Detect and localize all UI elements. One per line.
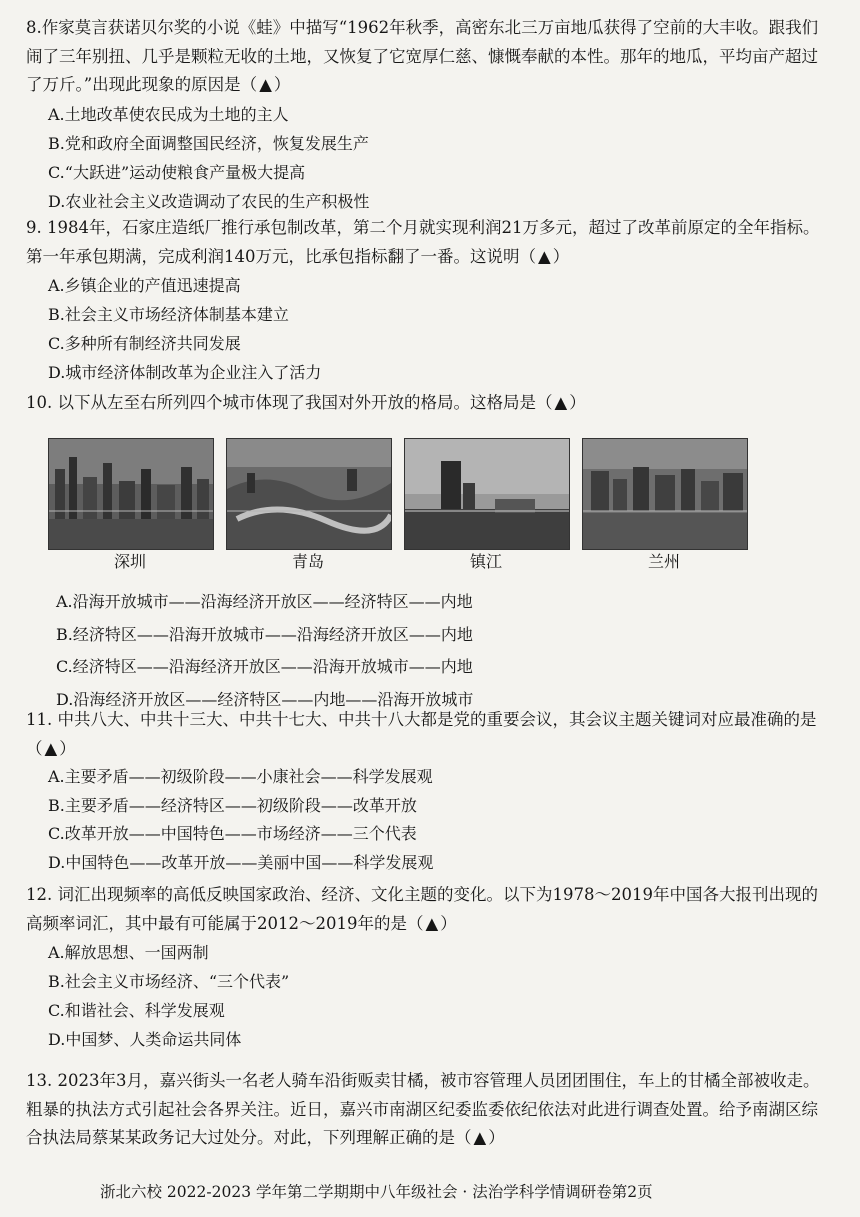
question-11-option-c: C.改革开放——中国特色——市场经济——三个代表 xyxy=(48,824,417,843)
question-12-option-b: B.社会主义市场经济、“三个代表” xyxy=(48,972,290,991)
question-9-option-d: D.城市经济体制改革为企业注入了活力 xyxy=(48,363,322,382)
question-9 xyxy=(26,214,826,387)
question-9-close: ） xyxy=(552,246,570,266)
question-8-option-c: C.“大跃进”运动使粮食产量极大提高 xyxy=(48,162,306,182)
question-10-option-b: B.经济特区——沿海开放城市——沿海经济开放区——内地 xyxy=(56,624,473,644)
question-12-option-a: A.解放思想、一国两制 xyxy=(48,943,209,962)
question-8 xyxy=(26,14,826,216)
question-10-option-a: A.沿海开放城市——沿海经济开放区——经济特区——内地 xyxy=(56,592,473,611)
page-footer: 浙北六校 2022-2023 学年第二学期期中八年级社会 · 法治学科学情调研卷第2页 xyxy=(100,1183,653,1201)
question-9-option-a: A.乡镇企业的产值迅速提高 xyxy=(48,276,241,295)
question-12 xyxy=(26,881,826,1054)
question-9-option-b: B.社会主义市场经济体制基本建立 xyxy=(48,305,289,324)
question-8-option-a: A.土地改革使农民成为土地的主人 xyxy=(48,104,289,124)
caption-qingdao: 青岛 xyxy=(291,552,324,571)
question-8-option-d: D.农业社会主义改造调动了农民的生产积极性 xyxy=(48,191,370,211)
question-8-stem: 8.作家莫言获诺贝尔奖的小说《蛙》中描写“1962年秋季，高密东北三万亩地瓜获得了空前的大丰收。跟我们闹了三年别扭、几乎是颗粒无收的土地，又恢复了它宽厚仁慈、慷慨奉献的本性。那年的地瓜，平均亩产超过了万斤。”出现此现象的原因是（ xyxy=(26,18,819,94)
question-9-option-c: C.多种所有制经济共同发展 xyxy=(48,334,241,353)
shenzhen-photo xyxy=(48,438,214,550)
zhenjiang-photo xyxy=(404,438,570,550)
question-10-options xyxy=(26,586,826,716)
caption-lanzhou: 兰州 xyxy=(647,552,680,571)
question-11-option-a: A.主要矛盾——初级阶段——小康社会——科学发展观 xyxy=(48,767,433,786)
answer-triangle-icon: ▲ xyxy=(538,246,551,266)
question-10 xyxy=(26,389,826,418)
question-11-close: ） xyxy=(59,738,76,758)
question-12-option-d: D.中国梦、人类命运共同体 xyxy=(48,1030,242,1049)
qingdao-photo xyxy=(226,438,392,550)
answer-triangle-icon: ▲ xyxy=(44,738,58,758)
question-8-option-b: B.党和政府全面调整国民经济，恢复发展生产 xyxy=(48,133,369,153)
question-13-close: ） xyxy=(488,1128,505,1147)
question-11-option-d: D.中国特色——改革开放——美丽中国——科学发展观 xyxy=(48,852,434,872)
answer-triangle-icon: ▲ xyxy=(473,1128,487,1147)
question-10-close: ） xyxy=(569,393,586,412)
question-10-option-c: C.经济特区——沿海经济开放区——沿海开放城市——内地 xyxy=(56,657,473,676)
question-10-option-d: D.沿海经济开放区——经济特区——内地——沿海开放城市 xyxy=(56,689,474,709)
question-10-stem: 10. 以下从左至右所列四个城市体现了我国对外开放的格局。这格局是（ xyxy=(26,393,553,412)
caption-zhenjiang: 镇江 xyxy=(469,552,502,571)
answer-triangle-icon: ▲ xyxy=(425,913,439,933)
question-13 xyxy=(26,1067,826,1153)
question-12-option-c: C.和谐社会、科学发展观 xyxy=(48,1001,225,1020)
question-11-option-b: B.主要矛盾——经济特区——初级阶段——改革开放 xyxy=(48,795,417,815)
question-11-stem: 11. 中共八大、中共十三大、中共十七大、中共十八大都是党的重要会议，其会议主题关键词对应最准确的是（ xyxy=(26,710,817,758)
city-photo-row xyxy=(48,438,748,578)
lanzhou-photo xyxy=(582,438,748,550)
answer-triangle-icon: ▲ xyxy=(554,393,568,412)
question-13-stem: 13. 2023年3月，嘉兴街头一名老人骑车沿街贩卖甘橘，被市容管理人员团团围住，车上的甘橘全部被收走。粗暴的执法方式引起社会各界关注。近日，嘉兴市南湖区纪委监委依纪依法对此进行调查处置。给予南湖区综合执法局蔡某某政务记大过处分。对此，下列理解正确的是（ xyxy=(26,1071,820,1147)
question-8-close: ） xyxy=(273,75,291,94)
caption-shenzhen: 深圳 xyxy=(113,552,146,571)
question-12-close: ） xyxy=(440,913,457,933)
answer-triangle-icon: ▲ xyxy=(259,75,272,94)
question-12-stem: 12. 词汇出现频率的高低反映国家政治、经济、文化主题的变化。以下为1978～2019年中国各大报刊出现的高频率词汇，其中最有可能属于2012～2019年的是（ xyxy=(26,885,818,933)
question-9-stem: 9. 1984年，石家庄造纸厂推行承包制改革，第二个月就实现利润21万多元，超过了改革前原定的全年指标。第一年承包期满，完成利润140万元，比承包指标翻了一番。这说明（ xyxy=(26,218,820,266)
question-11 xyxy=(26,706,826,877)
